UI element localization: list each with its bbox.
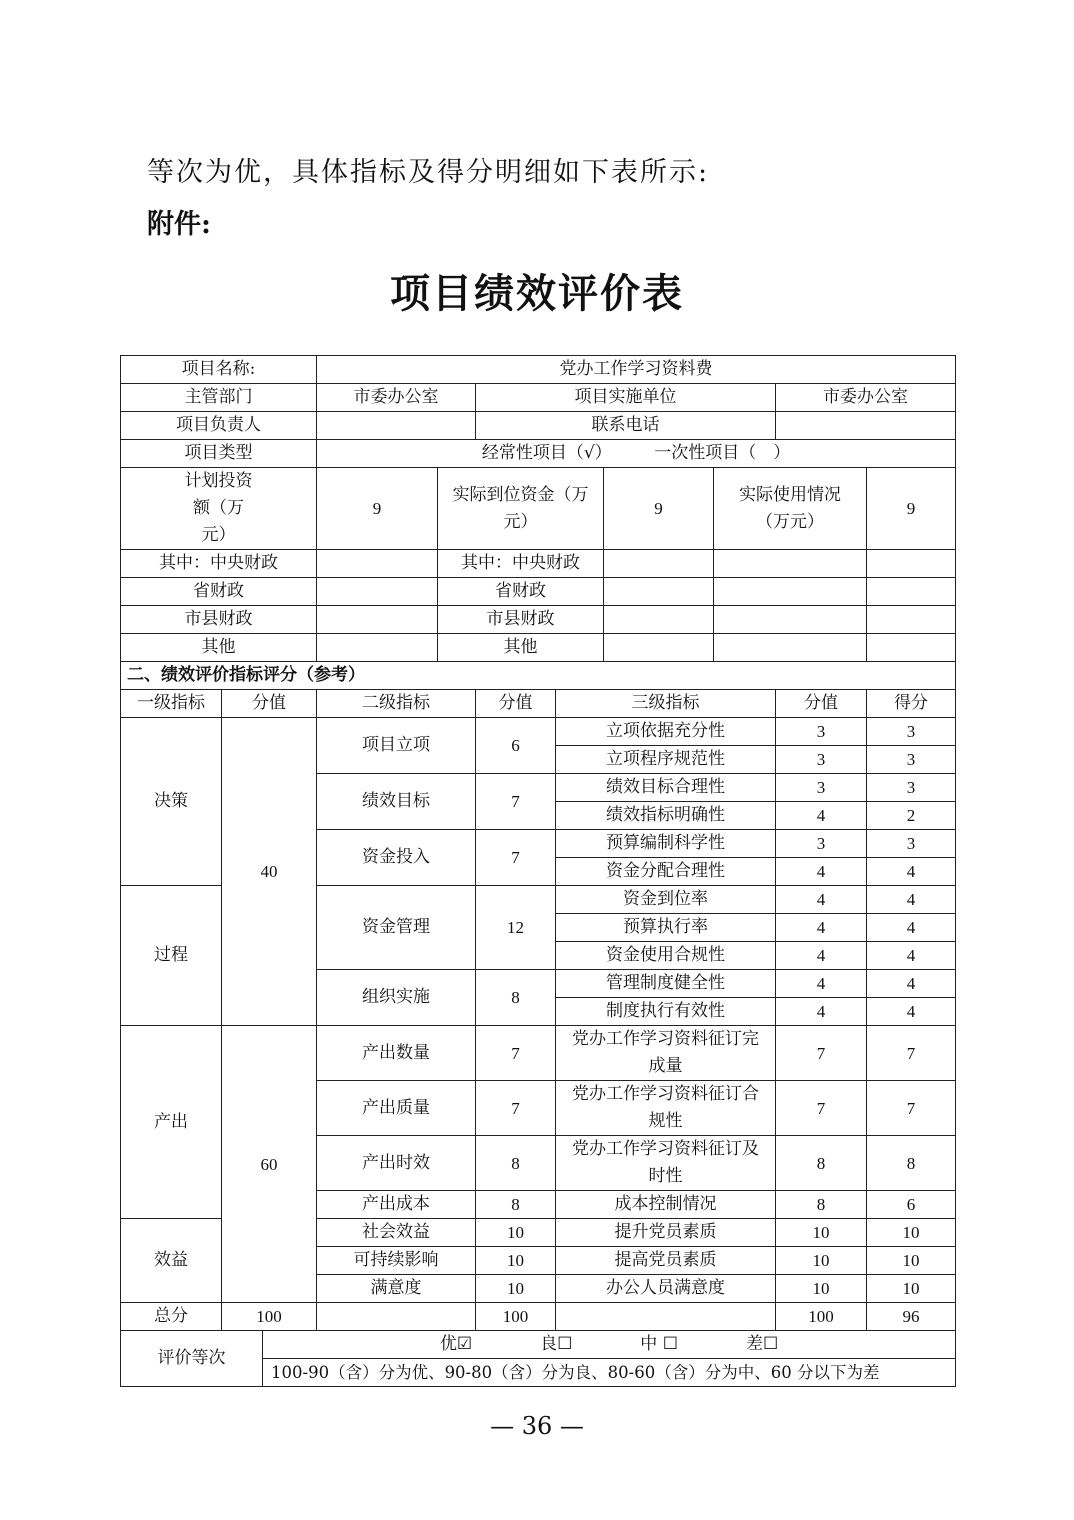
l3-got: 10 <box>867 1275 956 1303</box>
l3-score: 7 <box>776 1026 867 1081</box>
l3-score: 4 <box>776 914 867 942</box>
column-header: 一级指标 <box>121 690 222 718</box>
l3-score: 8 <box>776 1136 867 1191</box>
attachment-label: 附件: <box>147 209 211 240</box>
l2-indicator: 产出数量 <box>317 1026 476 1081</box>
l3-indicator: 党办工作学习资料征订合规性 <box>556 1081 776 1136</box>
page-number: — 36 — <box>490 1412 584 1440</box>
l3-score: 3 <box>776 774 867 802</box>
l2-indicator: 组织实施 <box>317 970 476 1026</box>
row-owner <box>121 412 956 440</box>
owner-value <box>317 412 476 440</box>
cell <box>714 550 867 578</box>
l2-score: 10 <box>476 1247 556 1275</box>
row-funding <box>121 468 956 550</box>
label: 项目名称: <box>121 356 317 384</box>
l3-got: 3 <box>867 774 956 802</box>
l3-score: 3 <box>776 746 867 774</box>
cell <box>867 578 956 606</box>
label: 项目类型 <box>121 440 317 468</box>
l3-got: 7 <box>867 1081 956 1136</box>
l2-indicator: 产出成本 <box>317 1191 476 1219</box>
l3-got: 4 <box>867 858 956 886</box>
l3-got: 3 <box>867 718 956 746</box>
l3-indicator: 绩效指标明确性 <box>556 802 776 830</box>
l2-score: 7 <box>476 774 556 830</box>
l3-indicator: 预算编制科学性 <box>556 830 776 858</box>
plan-value: 9 <box>317 468 438 550</box>
l3-indicator: 管理制度健全性 <box>556 970 776 998</box>
grade-row <box>121 1331 956 1359</box>
l3-indicator: 制度执行有效性 <box>556 998 776 1026</box>
cell <box>714 606 867 634</box>
cell <box>604 550 714 578</box>
cell <box>714 634 867 662</box>
label: 其中：中央财政 <box>438 550 604 578</box>
used-value: 9 <box>867 468 956 550</box>
label: 其他 <box>438 634 604 662</box>
total-got: 96 <box>867 1303 956 1331</box>
row-fund-source <box>121 550 956 578</box>
l3-got: 7 <box>867 1026 956 1081</box>
l3-indicator: 党办工作学习资料征订完成量 <box>556 1026 776 1081</box>
grade-label: 评价等次 <box>121 1331 263 1387</box>
cell <box>317 606 438 634</box>
l3-got: 4 <box>867 998 956 1026</box>
label: 其中：中央财政 <box>121 550 317 578</box>
l3-score: 3 <box>776 830 867 858</box>
l3-got: 2 <box>867 802 956 830</box>
l3-got: 3 <box>867 830 956 858</box>
l2-indicator: 满意度 <box>317 1275 476 1303</box>
l1-indicator: 产出 <box>121 1026 222 1219</box>
actual-value: 9 <box>604 468 714 550</box>
l1-score: 40 <box>222 718 317 1026</box>
section-title: 二、绩效评价指标评分（参考） <box>121 662 956 690</box>
label: 市县财政 <box>438 606 604 634</box>
label: 其他 <box>121 634 317 662</box>
l3-score: 4 <box>776 942 867 970</box>
l2-indicator: 可持续影响 <box>317 1247 476 1275</box>
l3-got: 4 <box>867 942 956 970</box>
cell <box>604 578 714 606</box>
l3-indicator: 立项程序规范性 <box>556 746 776 774</box>
row-name <box>121 356 956 384</box>
label: 联系电话 <box>476 412 776 440</box>
l2-score: 7 <box>476 1026 556 1081</box>
l3-score: 4 <box>776 970 867 998</box>
row-dept <box>121 384 956 412</box>
l2-indicator: 绩效目标 <box>317 774 476 830</box>
label: 主管部门 <box>121 384 317 412</box>
l3-got: 3 <box>867 746 956 774</box>
cell <box>604 606 714 634</box>
intro-text: 等次为优，具体指标及得分明细如下表所示: <box>147 157 710 188</box>
l3-score: 4 <box>776 802 867 830</box>
cell <box>317 1303 476 1331</box>
l3-score: 10 <box>776 1219 867 1247</box>
label: 省财政 <box>121 578 317 606</box>
l3-indicator: 立项依据充分性 <box>556 718 776 746</box>
l1-indicator: 决策 <box>121 718 222 886</box>
l2-score: 10 <box>476 1275 556 1303</box>
cell <box>317 634 438 662</box>
l3-got: 4 <box>867 886 956 914</box>
cell <box>867 550 956 578</box>
row-fund-source <box>121 634 956 662</box>
row-type <box>121 440 956 468</box>
page-title: 项目绩效评价表 <box>390 270 684 317</box>
section-header-row <box>121 662 956 690</box>
cell <box>604 634 714 662</box>
phone-value <box>776 412 956 440</box>
l3-score: 10 <box>776 1275 867 1303</box>
row-fund-source <box>121 578 956 606</box>
label: 计划投资额（万元） <box>121 468 317 550</box>
l3-got: 4 <box>867 970 956 998</box>
column-header: 得分 <box>867 690 956 718</box>
type-value: 经常性项目（√） 一次性项目（ ） <box>317 440 956 468</box>
total-label: 总分 <box>121 1303 222 1331</box>
l3-got: 10 <box>867 1219 956 1247</box>
label: 项目负责人 <box>121 412 317 440</box>
total-score2: 100 <box>476 1303 556 1331</box>
l2-score: 8 <box>476 970 556 1026</box>
l3-indicator: 预算执行率 <box>556 914 776 942</box>
table-row <box>121 718 956 746</box>
label: 省财政 <box>438 578 604 606</box>
l3-got: 8 <box>867 1136 956 1191</box>
label: 市县财政 <box>121 606 317 634</box>
l1-indicator: 过程 <box>121 886 222 1026</box>
l3-indicator: 党办工作学习资料征订及时性 <box>556 1136 776 1191</box>
l1-indicator: 效益 <box>121 1219 222 1303</box>
l2-indicator: 产出时效 <box>317 1136 476 1191</box>
total-row <box>121 1303 956 1331</box>
cell <box>867 606 956 634</box>
grade-options: 优☑ 良☐ 中 ☐ 差☐ <box>263 1331 956 1359</box>
l2-score: 12 <box>476 886 556 970</box>
l2-score: 10 <box>476 1219 556 1247</box>
grade-rule: 100-90（含）分为优、90-80（含）分为良、80-60（含）分为中、60 分以下为差 <box>263 1359 956 1387</box>
cell <box>556 1303 776 1331</box>
column-header: 二级指标 <box>317 690 476 718</box>
l2-indicator: 社会效益 <box>317 1219 476 1247</box>
l2-score: 6 <box>476 718 556 774</box>
l3-score: 3 <box>776 718 867 746</box>
l1-score: 60 <box>222 1026 317 1303</box>
label: 实际到位资金（万元） <box>438 468 604 550</box>
column-header: 三级指标 <box>556 690 776 718</box>
l2-score: 8 <box>476 1136 556 1191</box>
cell <box>317 550 438 578</box>
l3-indicator: 资金分配合理性 <box>556 858 776 886</box>
column-header: 分值 <box>476 690 556 718</box>
cell <box>714 578 867 606</box>
table-row <box>121 1026 956 1081</box>
column-header: 分值 <box>222 690 317 718</box>
l3-indicator: 资金使用合规性 <box>556 942 776 970</box>
dept-value: 市委办公室 <box>317 384 476 412</box>
l3-score: 7 <box>776 1081 867 1136</box>
l3-indicator: 提升党员素质 <box>556 1219 776 1247</box>
total-score3: 100 <box>776 1303 867 1331</box>
cell <box>317 578 438 606</box>
cell <box>867 634 956 662</box>
l3-got: 4 <box>867 914 956 942</box>
l2-score: 7 <box>476 830 556 886</box>
l3-indicator: 办公人员满意度 <box>556 1275 776 1303</box>
l3-indicator: 绩效目标合理性 <box>556 774 776 802</box>
project-name: 党办工作学习资料费 <box>317 356 956 384</box>
l3-score: 10 <box>776 1247 867 1275</box>
l3-indicator: 成本控制情况 <box>556 1191 776 1219</box>
l3-got: 10 <box>867 1247 956 1275</box>
metrics-header-row <box>121 690 956 718</box>
l2-indicator: 项目立项 <box>317 718 476 774</box>
row-fund-source <box>121 606 956 634</box>
impl-value: 市委办公室 <box>776 384 956 412</box>
l2-score: 8 <box>476 1191 556 1219</box>
l2-indicator: 产出质量 <box>317 1081 476 1136</box>
label: 项目实施单位 <box>476 384 776 412</box>
l2-indicator: 资金投入 <box>317 830 476 886</box>
label: 实际使用情况（万元） <box>714 468 867 550</box>
column-header: 分值 <box>776 690 867 718</box>
l3-score: 4 <box>776 998 867 1026</box>
l3-score: 4 <box>776 886 867 914</box>
evaluation-table <box>120 355 956 1387</box>
l3-indicator: 提高党员素质 <box>556 1247 776 1275</box>
l3-got: 6 <box>867 1191 956 1219</box>
l3-score: 8 <box>776 1191 867 1219</box>
l2-indicator: 资金管理 <box>317 886 476 970</box>
l3-indicator: 资金到位率 <box>556 886 776 914</box>
l3-score: 4 <box>776 858 867 886</box>
l2-score: 7 <box>476 1081 556 1136</box>
total-score1: 100 <box>222 1303 317 1331</box>
